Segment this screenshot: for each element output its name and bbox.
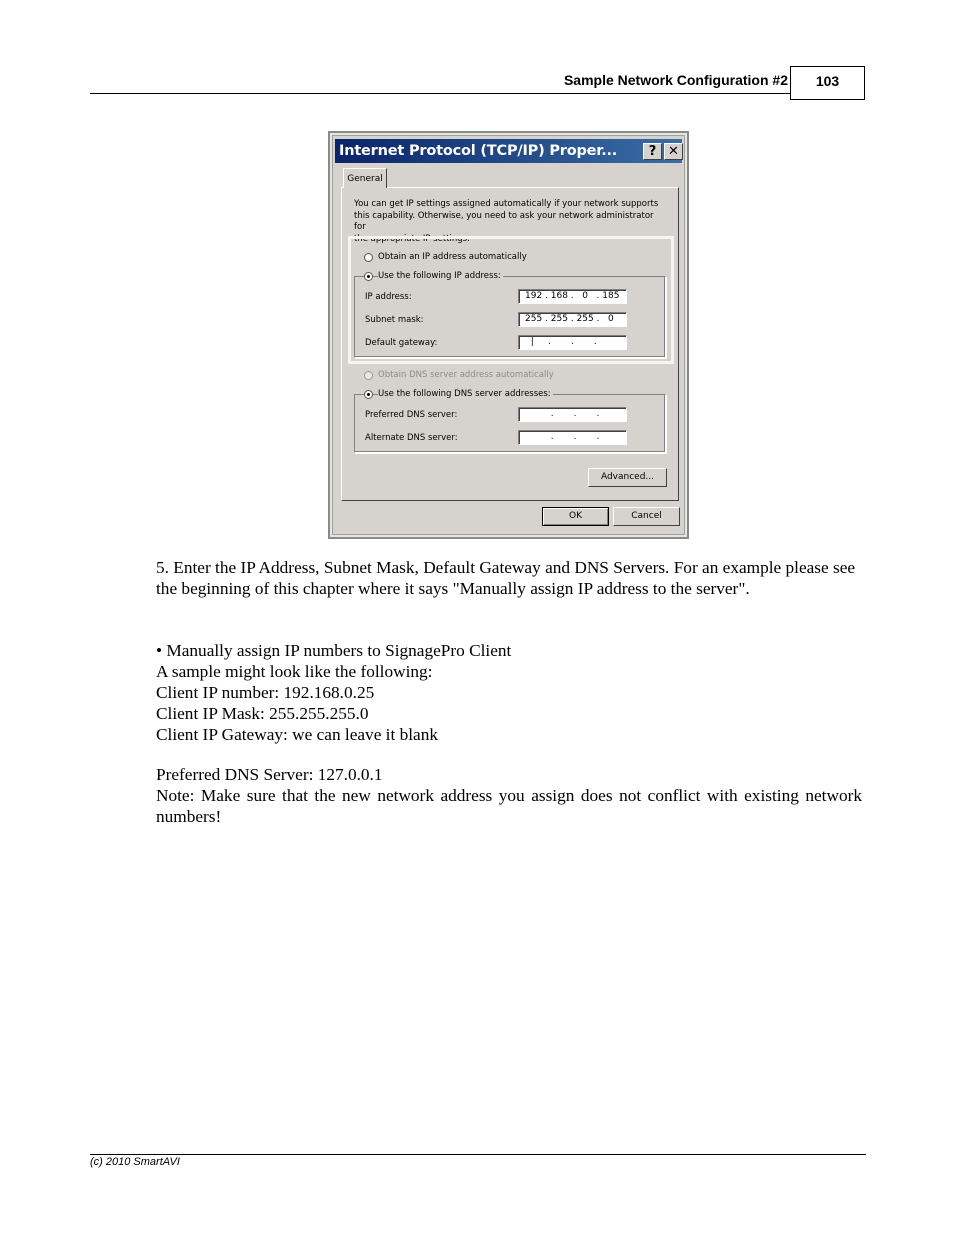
intro-line: this capability. Otherwise, you need to ask your network administrator for <box>354 210 654 232</box>
preferred-dns-line: Preferred DNS Server: 127.0.0.1 <box>156 765 383 784</box>
header-rule <box>90 93 790 94</box>
intro-line: You can get IP settings assigned automatically if your network supports <box>354 199 659 209</box>
dialog-title: Internet Protocol (TCP/IP) Proper... <box>339 143 618 159</box>
client-ip-line: Client IP number: 192.168.0.25 <box>156 683 375 702</box>
close-button[interactable]: ✕ <box>664 143 683 160</box>
default-gateway-label: Default gateway: <box>365 338 438 348</box>
preferred-dns-label: Preferred DNS server: <box>365 410 458 420</box>
footer-rule <box>90 1154 866 1155</box>
client-mask-line: Client IP Mask: 255.255.255.0 <box>156 704 369 723</box>
ip-address-field[interactable]: 192 . 168 . 0 . 185 <box>518 289 627 304</box>
footer-copyright: (c) 2010 SmartAVI <box>90 1156 180 1168</box>
obtain-dns-auto-label: Obtain DNS server address automatically <box>378 370 554 380</box>
sample-config-block <box>156 640 862 745</box>
note-paragraph: Note: Make sure that the new network address you assign does not conflict with existing network numbers! <box>156 786 862 826</box>
preferred-dns-field[interactable]: . . . <box>518 407 627 422</box>
instruction-paragraph: 5. Enter the IP Address, Subnet Mask, Default Gateway and DNS Servers. For an example please see the beginning of this chapter where it says "Manually assign IP address to the server". <box>156 558 856 598</box>
advanced-button[interactable]: Advanced... <box>588 468 667 487</box>
obtain-dns-auto-radio[interactable] <box>364 371 373 380</box>
ok-button[interactable]: OK <box>542 507 609 526</box>
obtain-ip-auto-radio[interactable] <box>364 253 373 262</box>
alternate-dns-field[interactable]: . . . <box>518 430 627 445</box>
alternate-dns-label: Alternate DNS server: <box>365 433 458 443</box>
bullet-item: • Manually assign IP numbers to SignagePro Client <box>156 641 512 660</box>
tcpip-properties-dialog <box>332 135 685 535</box>
cancel-button[interactable]: Cancel <box>613 507 680 526</box>
ip-address-label: IP address: <box>365 292 412 302</box>
use-following-dns-label: Use the following DNS server addresses: <box>378 389 551 399</box>
use-following-ip-label: Use the following IP address: <box>378 271 501 281</box>
tab-general[interactable]: General <box>343 168 387 188</box>
subnet-mask-label: Subnet mask: <box>365 315 424 325</box>
use-following-ip-radio[interactable] <box>364 272 373 281</box>
client-gateway-line: Client IP Gateway: we can leave it blank <box>156 725 439 744</box>
intro-line: the appropriate IP settings. <box>354 233 470 244</box>
page-number: 103 <box>790 66 865 100</box>
sample-intro-line: A sample might look like the following: <box>156 662 433 681</box>
use-following-dns-radio[interactable] <box>364 390 373 399</box>
running-header-title: Sample Network Configuration #2 <box>563 72 788 88</box>
dns-note-block <box>156 764 862 827</box>
default-gateway-field[interactable]: | . . . <box>518 335 627 350</box>
help-button[interactable]: ? <box>643 143 662 160</box>
dialog-titlebar <box>335 139 682 163</box>
obtain-ip-auto-label: Obtain an IP address automatically <box>378 252 527 262</box>
subnet-mask-field[interactable]: 255 . 255 . 255 . 0 <box>518 312 627 327</box>
